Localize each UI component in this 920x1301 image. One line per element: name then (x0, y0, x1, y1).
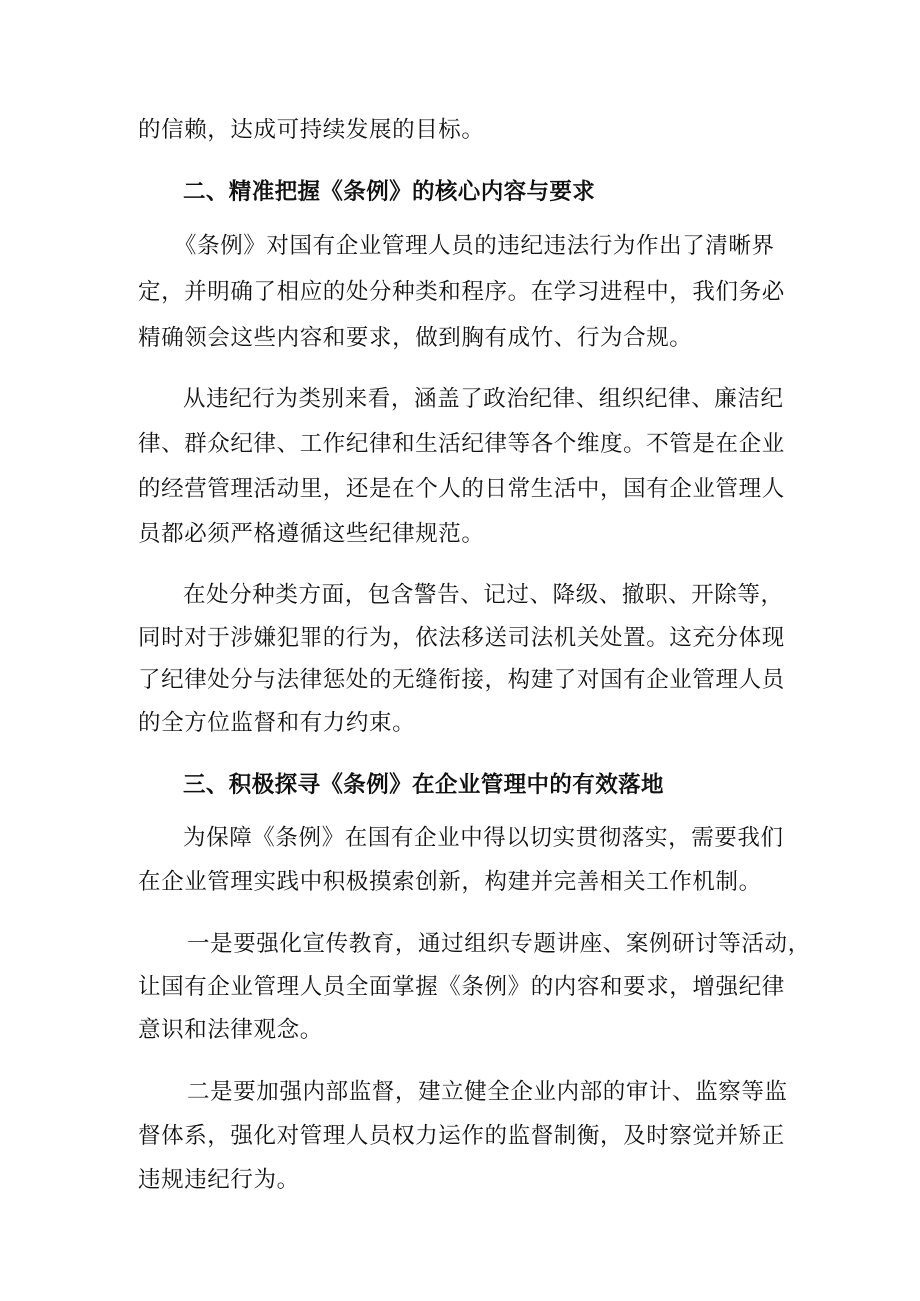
paragraph-line: 精确领会这些内容和要求，做到胸有成竹、行为合规。 (138, 325, 693, 351)
paragraph-line: 督体系，强化对管理人员权力运作的监督制衡，及时察觉并矫正 (138, 1123, 785, 1149)
paragraph-line: 二是要加强内部监督，建立健全企业内部的审计、监察等监 (187, 1079, 788, 1105)
paragraph-line: 员都必须严格遵循这些纪律规范。 (138, 521, 485, 547)
paragraph-line: 《条例》对国有企业管理人员的违纪违法行为作出了清晰界 (174, 233, 775, 259)
paragraph-line: 的信赖，达成可持续发展的目标。 (138, 117, 485, 143)
paragraph-line: 同时对于涉嫌犯罪的行为，依法移送司法机关处置。这充分体现 (138, 625, 785, 651)
paragraph-line: 在处分种类方面，包含警告、记过、降级、撤职、开除等， (183, 582, 784, 608)
paragraph-line: 了纪律处分与法律惩处的无缝衔接，构建了对国有企业管理人员 (138, 667, 785, 693)
paragraph-line: 的全方位监督和有力约束。 (138, 710, 416, 736)
paragraph-line: 违规违纪行为。 (138, 1167, 300, 1193)
paragraph-line: 律、群众纪律、工作纪律和生活纪律等各个维度。不管是在企业 (138, 431, 785, 457)
section-heading-2: 二、精准把握《条例》的核心内容与要求 (183, 179, 596, 205)
paragraph-line: 定，并明确了相应的处分种类和程序。在学习进程中，我们务必 (138, 279, 785, 305)
paragraph-line: 一是要强化宣传教育，通过组织专题讲座、案例研讨等活动， (187, 931, 811, 957)
section-heading-3: 三、积极探寻《条例》在企业管理中的有效落地 (183, 772, 664, 798)
paragraph-line: 在企业管理实践中积极摸索创新，构建并完善相关工作机制。 (138, 869, 762, 895)
paragraph-line: 的经营管理活动里，还是在个人的日常生活中，国有企业管理人 (138, 476, 785, 502)
paragraph-line: 意识和法律观念。 (138, 1017, 323, 1043)
paragraph-line: 让国有企业管理人员全面掌握《条例》的内容和要求，增强纪律 (138, 974, 785, 1000)
paragraph-line: 为保障《条例》在国有企业中得以切实贯彻落实，需要我们 (183, 825, 784, 851)
paragraph-line: 从违纪行为类别来看，涵盖了政治纪律、组织纪律、廉洁纪 (183, 386, 784, 412)
